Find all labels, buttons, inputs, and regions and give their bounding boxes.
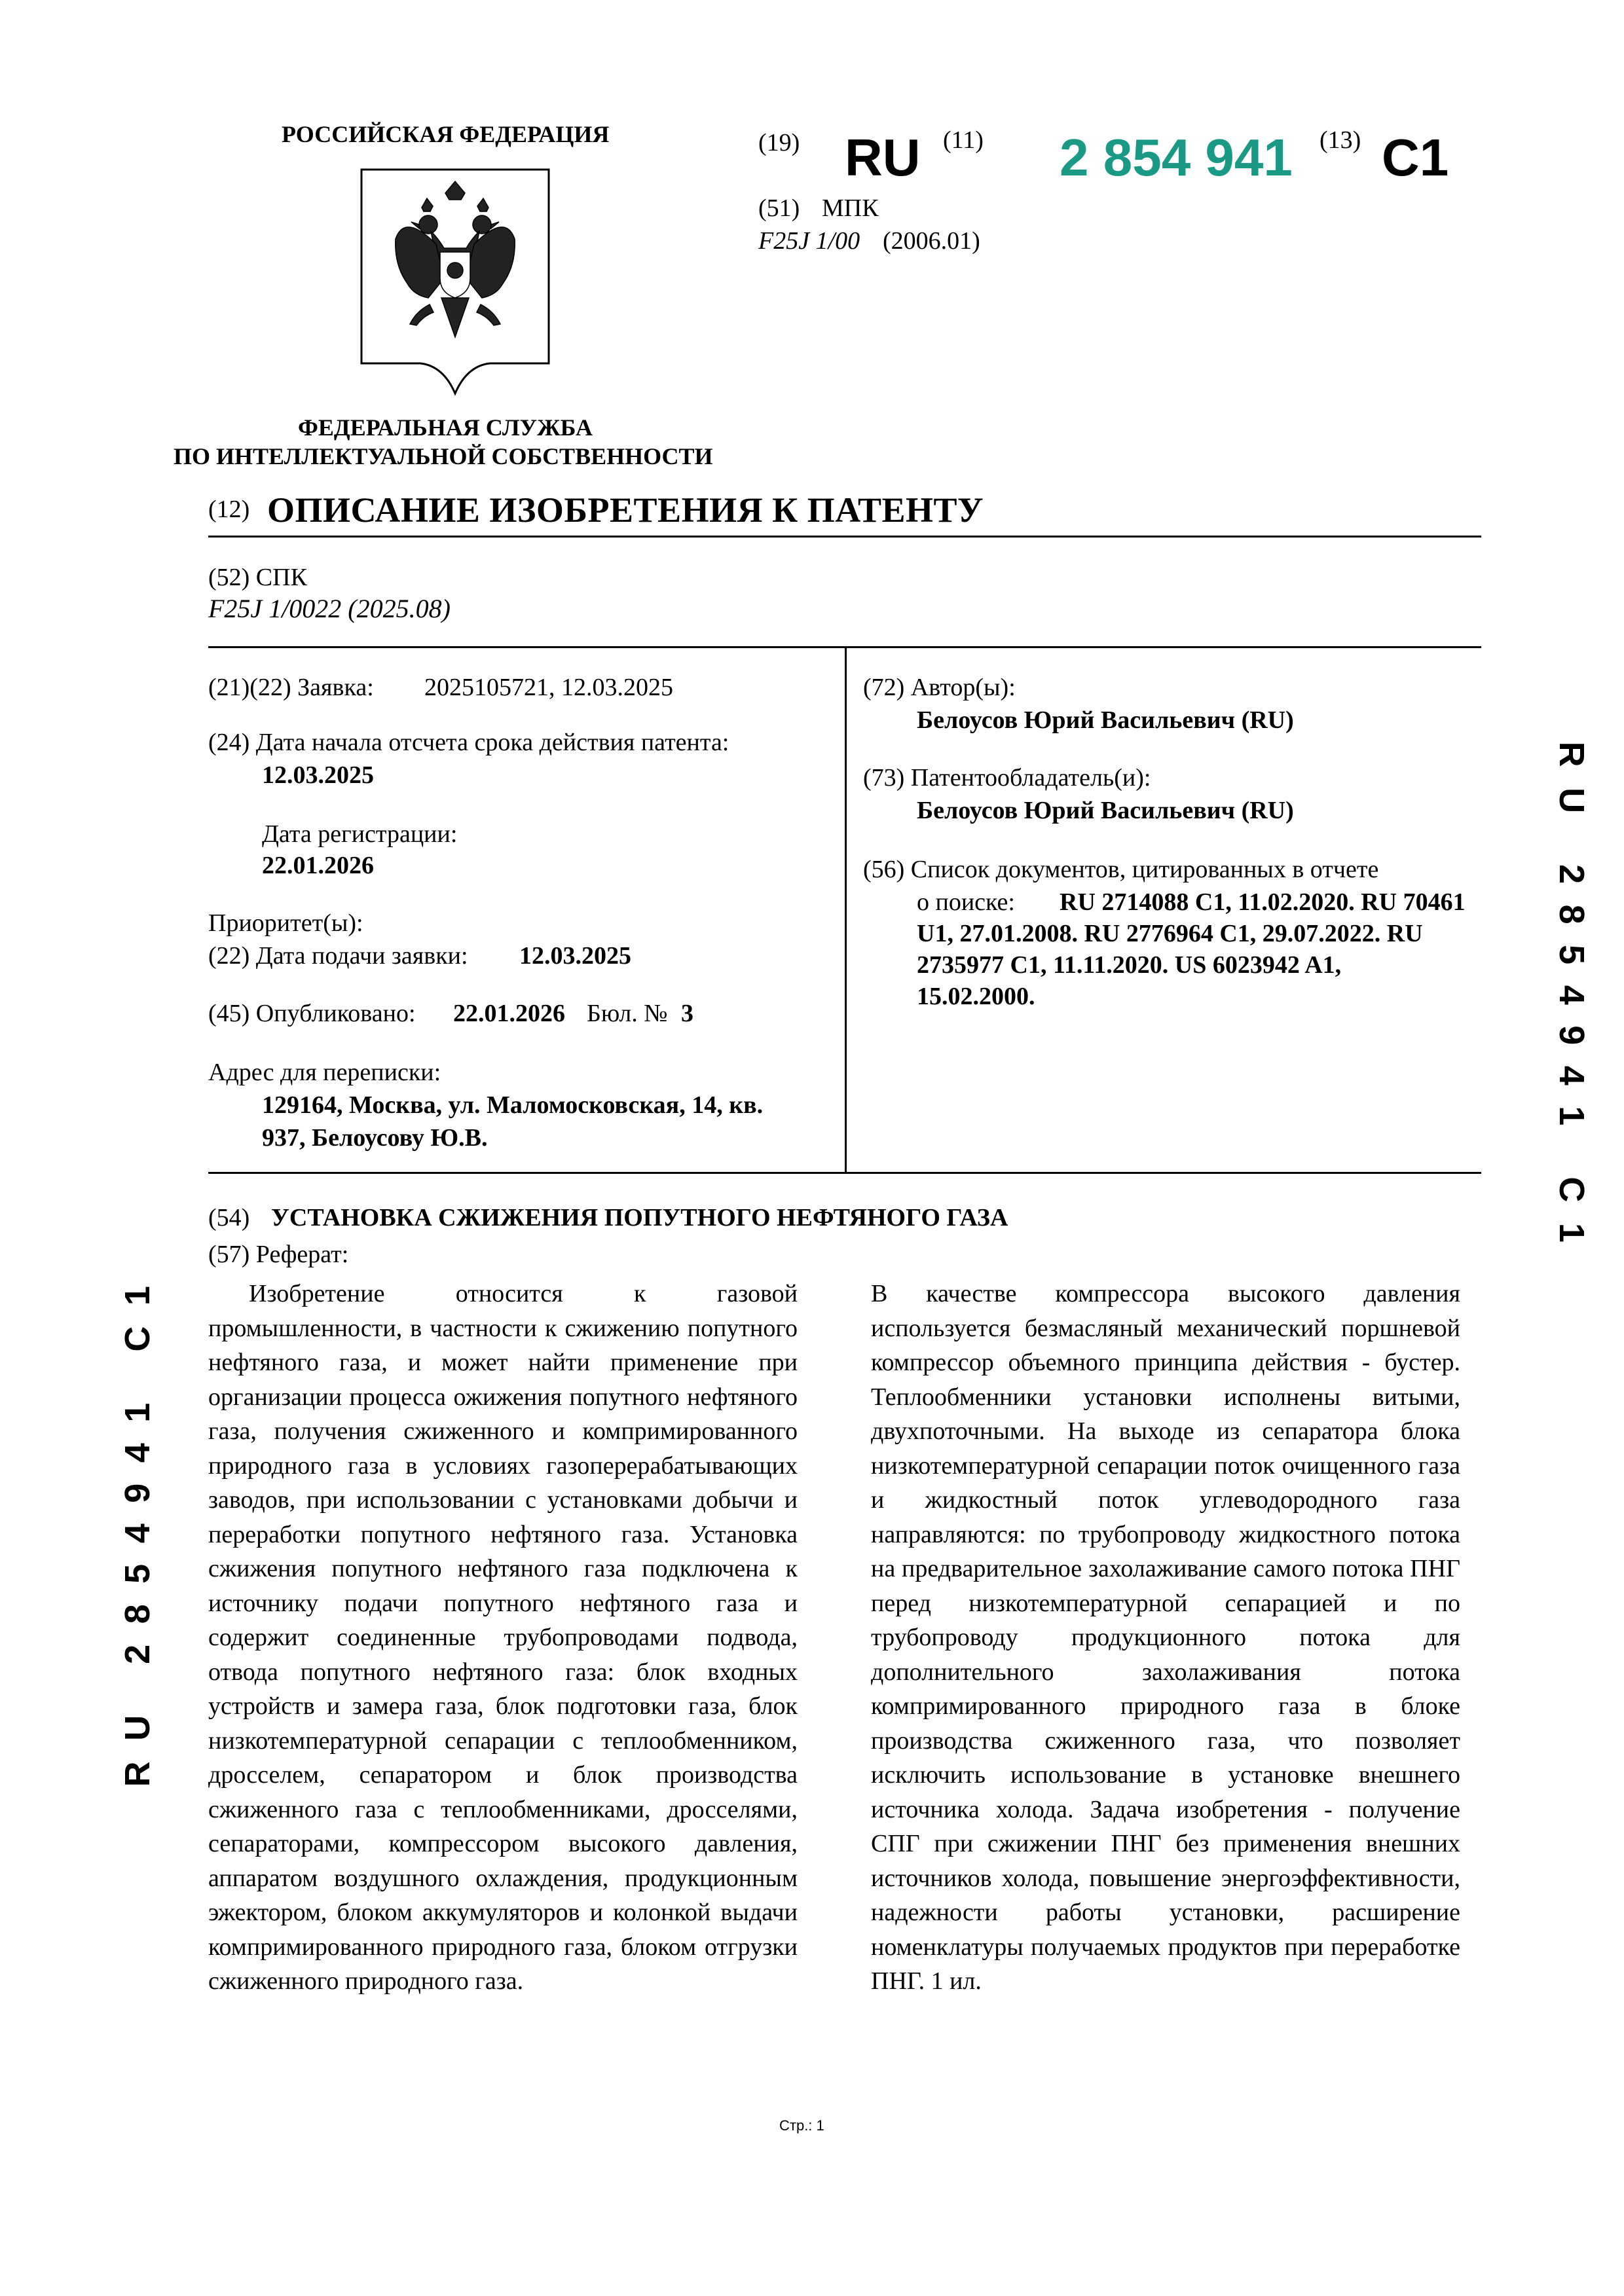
application-label: (21)(22) Заявка: bbox=[208, 674, 374, 701]
abstract-label: (57) Реферат: bbox=[208, 1241, 349, 1268]
agency-name-line2: ПО ИНТЕЛЛЕКТУАЛЬНОЙ СОБСТВЕННОСТИ bbox=[174, 443, 713, 469]
invention-title: УСТАНОВКА СЖИЖЕНИЯ ПОПУТНОГО НЕФТЯНОГО ГАЗА bbox=[271, 1204, 1008, 1231]
divider-line bbox=[208, 536, 1481, 538]
ipc-label: МПК bbox=[822, 194, 879, 222]
bulletin-label: Бюл. № bbox=[587, 1000, 668, 1027]
spine-patent-id-right: RU 2854941 C1 bbox=[1552, 741, 1591, 1264]
abstract-text-left: Изобретение относится к газовой промышленности, в частности к сжижению попутного нефтяного газа, и может найти применение при организации процесса ожижения попутного нефтяного газа, получения сжиженного и компримированного природного газа в условиях газоперерабатывающих заводов, при использовании с установками добычи и переработки попутного нефтяного газа. Установка сжижения попутного нефтяного газа подключена к источнику подачи попутного нефтяного газа и содержит соединенные трубопроводами подвода, отвода попутного нефтяного газа: блок входных устройств и замера газа, блок подготовки газа, блок низкотемпературной сепарации с теплообменником, дросселем, сепаратором и блок производства сжиженного газа с теплообменниками, дросселями, сепараторами, компрессором высокого давления, аппаратом воздушного охлаждения, продукционным эжектором, блоком аккумуляторов и колонкой выдачи компримированного природного газа, блоком отгрузки сжиженного природного газа. bbox=[208, 1280, 798, 1995]
inid-code-13: (13) bbox=[1320, 126, 1361, 154]
column-separator bbox=[845, 648, 847, 1172]
published-value: 22.01.2026 bbox=[453, 1000, 565, 1027]
abstract-text-right: В качестве компрессора высокого давления используется безмасляный механический поршневой компрессор объемного принципа действия - бустер. Теплообменники установки исполнены витыми, двухпоточными. На выходе из сепаратора блока низкотемпературной сепарации поток очищенного газа и жидкостный поток углеводородного газа направляются: по трубопроводу жидкостного потока на предварительное захолаживание самого потока ПНГ перед низкотемпературной сепарацией и по трубопроводу продукционного потока для дополнительного захолаживания потока компримированного природного газа в блоке производства сжиженного газа, что позволяет исключить использование в установке внешнего источника холода. Задача изобретения - получение СПГ при сжижении ПНГ без применения внешних источников холода, повышение энергоэффективности, надежности работы установки, расширение номенклатуры получаемых продуктов при переработке ПНГ. 1 ил. bbox=[871, 1280, 1460, 1995]
cited-docs-label-cont: о поиске: bbox=[917, 888, 1015, 916]
holder-value: Белоусов Юрий Васильевич (RU) bbox=[917, 797, 1294, 824]
inid-code-54: (54) bbox=[208, 1204, 250, 1231]
address-label: Адрес для переписки: bbox=[208, 1059, 441, 1086]
author-label: (72) Автор(ы): bbox=[863, 674, 1016, 701]
cpc-label: (52) СПК bbox=[208, 564, 307, 591]
inid-code-11: (11) bbox=[943, 126, 984, 154]
patent-number: 2 854 941 bbox=[1060, 128, 1293, 187]
cited-docs-line3: 2735977 C1, 11.11.2020. US 6023942 A1, bbox=[917, 951, 1342, 979]
priority-label: Приоритет(ы): bbox=[208, 909, 363, 937]
bulletin-value: 3 bbox=[681, 1000, 693, 1027]
country-name: РОССИЙСКАЯ ФЕДЕРАЦИЯ bbox=[282, 121, 610, 147]
term-start-label: (24) Дата начала отсчета срока действия патента: bbox=[208, 729, 729, 756]
cited-docs-line4: 15.02.2000. bbox=[917, 983, 1035, 1010]
ipc-code: F25J 1/00 bbox=[758, 227, 860, 255]
registration-label: Дата регистрации: bbox=[262, 820, 458, 848]
term-start-value: 12.03.2025 bbox=[262, 761, 374, 789]
address-line1: 129164, Москва, ул. Маломосковская, 14, кв. bbox=[262, 1091, 764, 1119]
cited-docs-line1: RU 2714088 C1, 11.02.2020. RU 70461 bbox=[1060, 888, 1466, 916]
application-value: 2025105721, 12.03.2025 bbox=[424, 674, 673, 701]
cited-docs-label: (56) Список документов, цитированных в отчете bbox=[863, 856, 1379, 883]
filing-date-label: (22) Дата подачи заявки: bbox=[208, 942, 468, 970]
spine-patent-id-left: RU 2854941 C1 bbox=[118, 1265, 157, 1787]
inid-code-19: (19) bbox=[758, 129, 800, 156]
agency-name-line1: ФЕДЕРАЛЬНАЯ СЛУЖБА bbox=[298, 414, 593, 441]
country-code: RU bbox=[845, 128, 921, 187]
inid-code-51: (51) bbox=[758, 194, 800, 222]
ipc-version: (2006.01) bbox=[883, 227, 980, 255]
author-value: Белоусов Юрий Васильевич (RU) bbox=[917, 706, 1294, 734]
holder-label: (73) Патентообладатель(и): bbox=[863, 764, 1151, 792]
cpc-code: F25J 1/0022 (2025.08) bbox=[208, 594, 451, 623]
document-type-title: ОПИСАНИЕ ИЗОБРЕТЕНИЯ К ПАТЕНТУ bbox=[267, 490, 984, 530]
filing-date-value: 12.03.2025 bbox=[519, 942, 631, 970]
registration-value: 22.01.2026 bbox=[262, 852, 374, 879]
address-line2: 937, Белоусову Ю.В. bbox=[262, 1124, 488, 1152]
cited-docs-line2: U1, 27.01.2008. RU 2776964 C1, 29.07.2022. RU bbox=[917, 920, 1423, 947]
inid-code-12: (12) bbox=[208, 496, 250, 523]
published-label: (45) Опубликовано: bbox=[208, 1000, 416, 1027]
page-number: Стр.: 1 bbox=[779, 2117, 824, 2134]
kind-code: C1 bbox=[1382, 128, 1449, 187]
divider-line bbox=[208, 1172, 1481, 1174]
coat-of-arms-emblem bbox=[359, 167, 551, 396]
